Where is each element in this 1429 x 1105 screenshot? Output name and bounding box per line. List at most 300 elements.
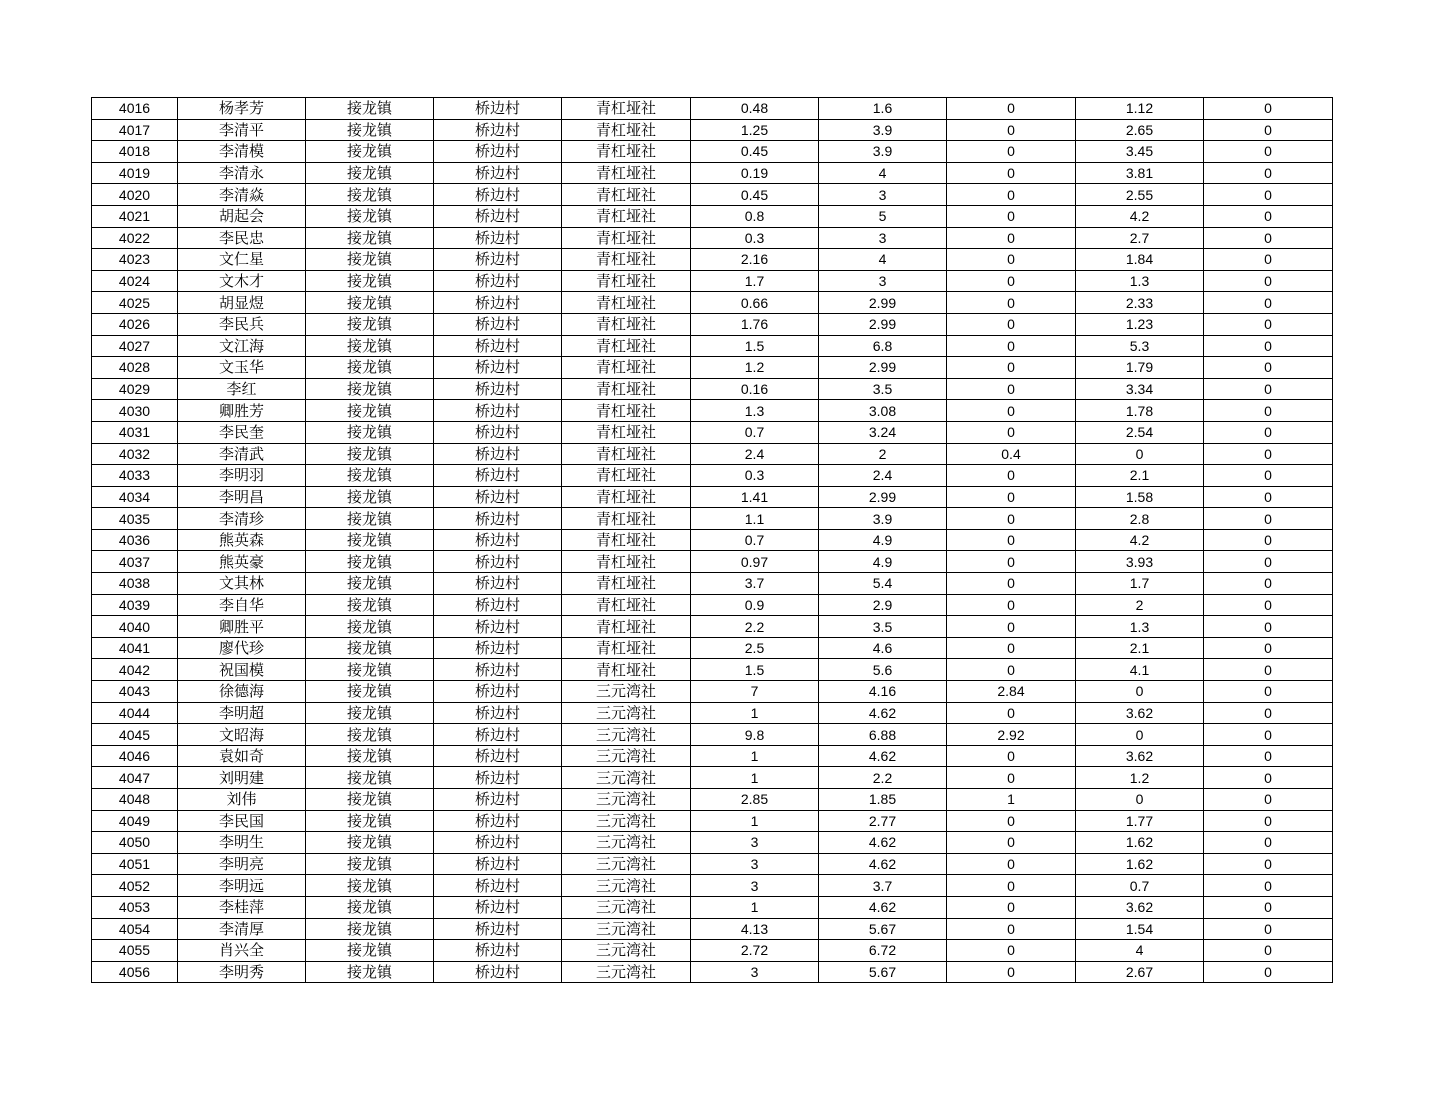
- value5-cell: 0: [1204, 875, 1333, 897]
- village-cell: 桥边村: [434, 357, 562, 379]
- name-cell: 杨孝芳: [178, 98, 306, 120]
- village-cell: 桥边村: [434, 637, 562, 659]
- id-cell: 4023: [92, 249, 178, 271]
- value1-cell: 7: [691, 681, 819, 703]
- value3-cell: 0: [947, 249, 1076, 271]
- table-row: [92, 659, 1333, 681]
- name-cell: 文其林: [178, 573, 306, 595]
- group-cell: 青杠垭社: [562, 378, 691, 400]
- value1-cell: 4.13: [691, 918, 819, 940]
- id-cell: 4045: [92, 724, 178, 746]
- table-row: [92, 357, 1333, 379]
- value2-cell: 5.67: [819, 961, 947, 983]
- value4-cell: 3.93: [1076, 551, 1204, 573]
- town-cell: 接龙镇: [306, 810, 434, 832]
- value4-cell: 2.55: [1076, 184, 1204, 206]
- table-row: [92, 637, 1333, 659]
- village-cell: 桥边村: [434, 443, 562, 465]
- table-row: [92, 681, 1333, 703]
- value3-cell: 0: [947, 205, 1076, 227]
- village-cell: 桥边村: [434, 616, 562, 638]
- name-cell: 文木才: [178, 270, 306, 292]
- group-cell: 青杠垭社: [562, 443, 691, 465]
- id-cell: 4050: [92, 832, 178, 854]
- value2-cell: 6.8: [819, 335, 947, 357]
- value5-cell: 0: [1204, 659, 1333, 681]
- value2-cell: 4.62: [819, 702, 947, 724]
- value1-cell: 0.3: [691, 227, 819, 249]
- town-cell: 接龙镇: [306, 681, 434, 703]
- id-cell: 4025: [92, 292, 178, 314]
- value1-cell: 1: [691, 702, 819, 724]
- id-cell: 4036: [92, 529, 178, 551]
- value5-cell: 0: [1204, 443, 1333, 465]
- group-cell: 青杠垭社: [562, 508, 691, 530]
- town-cell: 接龙镇: [306, 486, 434, 508]
- group-cell: 三元湾社: [562, 789, 691, 811]
- name-cell: 李民兵: [178, 313, 306, 335]
- group-cell: 青杠垭社: [562, 465, 691, 487]
- table-row: [92, 724, 1333, 746]
- town-cell: 接龙镇: [306, 616, 434, 638]
- group-cell: 青杠垭社: [562, 573, 691, 595]
- id-cell: 4035: [92, 508, 178, 530]
- value2-cell: 2.99: [819, 486, 947, 508]
- value4-cell: 4.2: [1076, 205, 1204, 227]
- value3-cell: 0: [947, 335, 1076, 357]
- value1-cell: 1.25: [691, 119, 819, 141]
- value5-cell: 0: [1204, 896, 1333, 918]
- value2-cell: 2.99: [819, 313, 947, 335]
- town-cell: 接龙镇: [306, 400, 434, 422]
- value2-cell: 3.9: [819, 119, 947, 141]
- value4-cell: 3.62: [1076, 896, 1204, 918]
- village-cell: 桥边村: [434, 529, 562, 551]
- group-cell: 三元湾社: [562, 940, 691, 962]
- value2-cell: 3: [819, 227, 947, 249]
- value5-cell: 0: [1204, 465, 1333, 487]
- town-cell: 接龙镇: [306, 637, 434, 659]
- village-cell: 桥边村: [434, 162, 562, 184]
- name-cell: 李桂萍: [178, 896, 306, 918]
- value4-cell: 1.23: [1076, 313, 1204, 335]
- name-cell: 袁如奇: [178, 745, 306, 767]
- name-cell: 文仁星: [178, 249, 306, 271]
- town-cell: 接龙镇: [306, 270, 434, 292]
- name-cell: 李明超: [178, 702, 306, 724]
- village-cell: 桥边村: [434, 724, 562, 746]
- value1-cell: 1: [691, 896, 819, 918]
- value2-cell: 5: [819, 205, 947, 227]
- value5-cell: 0: [1204, 745, 1333, 767]
- town-cell: 接龙镇: [306, 702, 434, 724]
- value3-cell: 0: [947, 832, 1076, 854]
- group-cell: 青杠垭社: [562, 184, 691, 206]
- town-cell: 接龙镇: [306, 961, 434, 983]
- name-cell: 胡起会: [178, 205, 306, 227]
- value2-cell: 6.88: [819, 724, 947, 746]
- town-cell: 接龙镇: [306, 853, 434, 875]
- village-cell: 桥边村: [434, 551, 562, 573]
- value2-cell: 3.5: [819, 616, 947, 638]
- value1-cell: 1.5: [691, 335, 819, 357]
- value3-cell: 2.92: [947, 724, 1076, 746]
- id-cell: 4041: [92, 637, 178, 659]
- value4-cell: 1.3: [1076, 616, 1204, 638]
- group-cell: 青杠垭社: [562, 119, 691, 141]
- group-cell: 青杠垭社: [562, 616, 691, 638]
- id-cell: 4028: [92, 357, 178, 379]
- value4-cell: 1.58: [1076, 486, 1204, 508]
- value2-cell: 4.9: [819, 529, 947, 551]
- value4-cell: 1.79: [1076, 357, 1204, 379]
- id-cell: 4046: [92, 745, 178, 767]
- group-cell: 青杠垭社: [562, 529, 691, 551]
- value5-cell: 0: [1204, 810, 1333, 832]
- name-cell: 李自华: [178, 594, 306, 616]
- group-cell: 三元湾社: [562, 810, 691, 832]
- value3-cell: 0: [947, 551, 1076, 573]
- group-cell: 青杠垭社: [562, 486, 691, 508]
- value5-cell: 0: [1204, 918, 1333, 940]
- value1-cell: 2.72: [691, 940, 819, 962]
- name-cell: 祝国模: [178, 659, 306, 681]
- value4-cell: 2.8: [1076, 508, 1204, 530]
- table-row: [92, 378, 1333, 400]
- table-row: [92, 875, 1333, 897]
- table-row: [92, 184, 1333, 206]
- value5-cell: 0: [1204, 853, 1333, 875]
- value1-cell: 3: [691, 961, 819, 983]
- value2-cell: 2.9: [819, 594, 947, 616]
- village-cell: 桥边村: [434, 875, 562, 897]
- group-cell: 三元湾社: [562, 767, 691, 789]
- village-cell: 桥边村: [434, 961, 562, 983]
- name-cell: 李明远: [178, 875, 306, 897]
- group-cell: 青杠垭社: [562, 659, 691, 681]
- group-cell: 三元湾社: [562, 896, 691, 918]
- value5-cell: 0: [1204, 594, 1333, 616]
- value3-cell: 0: [947, 896, 1076, 918]
- id-cell: 4020: [92, 184, 178, 206]
- table-row: [92, 98, 1333, 120]
- value4-cell: 0: [1076, 681, 1204, 703]
- village-cell: 桥边村: [434, 918, 562, 940]
- value1-cell: 1.76: [691, 313, 819, 335]
- town-cell: 接龙镇: [306, 940, 434, 962]
- table-row: [92, 918, 1333, 940]
- table-row: [92, 529, 1333, 551]
- table-row: [92, 767, 1333, 789]
- value1-cell: 9.8: [691, 724, 819, 746]
- value4-cell: 2.65: [1076, 119, 1204, 141]
- value5-cell: 0: [1204, 724, 1333, 746]
- village-cell: 桥边村: [434, 594, 562, 616]
- group-cell: 青杠垭社: [562, 594, 691, 616]
- value2-cell: 2.99: [819, 292, 947, 314]
- value2-cell: 4.62: [819, 896, 947, 918]
- id-cell: 4032: [92, 443, 178, 465]
- town-cell: 接龙镇: [306, 335, 434, 357]
- value4-cell: 1.77: [1076, 810, 1204, 832]
- table-row: [92, 141, 1333, 163]
- value3-cell: 0: [947, 486, 1076, 508]
- town-cell: 接龙镇: [306, 832, 434, 854]
- value3-cell: 0: [947, 767, 1076, 789]
- village-cell: 桥边村: [434, 508, 562, 530]
- value2-cell: 3.9: [819, 508, 947, 530]
- value3-cell: 0: [947, 702, 1076, 724]
- village-cell: 桥边村: [434, 141, 562, 163]
- value1-cell: 0.7: [691, 421, 819, 443]
- name-cell: 刘明建: [178, 767, 306, 789]
- value1-cell: 1.41: [691, 486, 819, 508]
- value1-cell: 2.4: [691, 443, 819, 465]
- value3-cell: 0: [947, 378, 1076, 400]
- id-cell: 4044: [92, 702, 178, 724]
- value3-cell: 0: [947, 421, 1076, 443]
- value4-cell: 1.84: [1076, 249, 1204, 271]
- value1-cell: 1.5: [691, 659, 819, 681]
- value5-cell: 0: [1204, 421, 1333, 443]
- town-cell: 接龙镇: [306, 918, 434, 940]
- village-cell: 桥边村: [434, 832, 562, 854]
- table-row: [92, 205, 1333, 227]
- village-cell: 桥边村: [434, 896, 562, 918]
- village-cell: 桥边村: [434, 184, 562, 206]
- table-row: [92, 443, 1333, 465]
- table-row: [92, 465, 1333, 487]
- value3-cell: 0: [947, 141, 1076, 163]
- town-cell: 接龙镇: [306, 659, 434, 681]
- table-row: [92, 313, 1333, 335]
- value5-cell: 0: [1204, 681, 1333, 703]
- table-row: [92, 789, 1333, 811]
- value4-cell: 2.1: [1076, 637, 1204, 659]
- town-cell: 接龙镇: [306, 789, 434, 811]
- value2-cell: 2.2: [819, 767, 947, 789]
- value1-cell: 0.9: [691, 594, 819, 616]
- value1-cell: 3: [691, 832, 819, 854]
- value2-cell: 3: [819, 184, 947, 206]
- group-cell: 三元湾社: [562, 918, 691, 940]
- value1-cell: 2.2: [691, 616, 819, 638]
- id-cell: 4038: [92, 573, 178, 595]
- id-cell: 4022: [92, 227, 178, 249]
- group-cell: 三元湾社: [562, 875, 691, 897]
- value1-cell: 1.7: [691, 270, 819, 292]
- value4-cell: 3.45: [1076, 141, 1204, 163]
- id-cell: 4027: [92, 335, 178, 357]
- village-cell: 桥边村: [434, 573, 562, 595]
- value4-cell: 2: [1076, 594, 1204, 616]
- name-cell: 李清模: [178, 141, 306, 163]
- value3-cell: 0: [947, 270, 1076, 292]
- village-cell: 桥边村: [434, 810, 562, 832]
- town-cell: 接龙镇: [306, 443, 434, 465]
- town-cell: 接龙镇: [306, 465, 434, 487]
- name-cell: 胡显煜: [178, 292, 306, 314]
- value3-cell: 0: [947, 573, 1076, 595]
- value2-cell: 3.5: [819, 378, 947, 400]
- value5-cell: 0: [1204, 961, 1333, 983]
- name-cell: 李清武: [178, 443, 306, 465]
- town-cell: 接龙镇: [306, 421, 434, 443]
- value1-cell: 1.3: [691, 400, 819, 422]
- value3-cell: 0: [947, 98, 1076, 120]
- id-cell: 4034: [92, 486, 178, 508]
- group-cell: 三元湾社: [562, 745, 691, 767]
- value4-cell: 3.34: [1076, 378, 1204, 400]
- value5-cell: 0: [1204, 249, 1333, 271]
- value3-cell: 0: [947, 940, 1076, 962]
- value4-cell: 2.54: [1076, 421, 1204, 443]
- town-cell: 接龙镇: [306, 292, 434, 314]
- value3-cell: 0: [947, 810, 1076, 832]
- value4-cell: 5.3: [1076, 335, 1204, 357]
- name-cell: 李清平: [178, 119, 306, 141]
- value2-cell: 2.77: [819, 810, 947, 832]
- group-cell: 青杠垭社: [562, 205, 691, 227]
- value2-cell: 4.6: [819, 637, 947, 659]
- town-cell: 接龙镇: [306, 205, 434, 227]
- name-cell: 刘伟: [178, 789, 306, 811]
- value5-cell: 0: [1204, 119, 1333, 141]
- value2-cell: 3.9: [819, 141, 947, 163]
- value5-cell: 0: [1204, 551, 1333, 573]
- value4-cell: 1.12: [1076, 98, 1204, 120]
- value5-cell: 0: [1204, 184, 1333, 206]
- table-row: [92, 270, 1333, 292]
- town-cell: 接龙镇: [306, 508, 434, 530]
- value3-cell: 0: [947, 961, 1076, 983]
- name-cell: 熊英豪: [178, 551, 306, 573]
- value2-cell: 4.62: [819, 832, 947, 854]
- table-row: [92, 896, 1333, 918]
- value1-cell: 0.7: [691, 529, 819, 551]
- value2-cell: 4.62: [819, 853, 947, 875]
- value5-cell: 0: [1204, 573, 1333, 595]
- value2-cell: 4.16: [819, 681, 947, 703]
- name-cell: 李民国: [178, 810, 306, 832]
- value5-cell: 0: [1204, 400, 1333, 422]
- village-cell: 桥边村: [434, 227, 562, 249]
- table-row: [92, 508, 1333, 530]
- value4-cell: 2.1: [1076, 465, 1204, 487]
- village-cell: 桥边村: [434, 313, 562, 335]
- value5-cell: 0: [1204, 335, 1333, 357]
- group-cell: 青杠垭社: [562, 400, 691, 422]
- value2-cell: 1.6: [819, 98, 947, 120]
- value4-cell: 1.62: [1076, 853, 1204, 875]
- value3-cell: 0: [947, 227, 1076, 249]
- value3-cell: 0: [947, 616, 1076, 638]
- id-cell: 4040: [92, 616, 178, 638]
- village-cell: 桥边村: [434, 205, 562, 227]
- group-cell: 青杠垭社: [562, 292, 691, 314]
- value5-cell: 0: [1204, 702, 1333, 724]
- id-cell: 4037: [92, 551, 178, 573]
- id-cell: 4026: [92, 313, 178, 335]
- value3-cell: 0.4: [947, 443, 1076, 465]
- value5-cell: 0: [1204, 98, 1333, 120]
- value3-cell: 0: [947, 292, 1076, 314]
- value3-cell: 0: [947, 184, 1076, 206]
- value4-cell: 2.33: [1076, 292, 1204, 314]
- value2-cell: 5.4: [819, 573, 947, 595]
- value3-cell: 0: [947, 119, 1076, 141]
- value1-cell: 0.97: [691, 551, 819, 573]
- value5-cell: 0: [1204, 637, 1333, 659]
- value2-cell: 3.08: [819, 400, 947, 422]
- table-row: [92, 335, 1333, 357]
- table-row: [92, 162, 1333, 184]
- town-cell: 接龙镇: [306, 724, 434, 746]
- name-cell: 文玉华: [178, 357, 306, 379]
- value1-cell: 1.2: [691, 357, 819, 379]
- value1-cell: 0.45: [691, 184, 819, 206]
- village-cell: 桥边村: [434, 98, 562, 120]
- value3-cell: 0: [947, 745, 1076, 767]
- value5-cell: 0: [1204, 141, 1333, 163]
- village-cell: 桥边村: [434, 249, 562, 271]
- village-cell: 桥边村: [434, 335, 562, 357]
- name-cell: 李清焱: [178, 184, 306, 206]
- id-cell: 4053: [92, 896, 178, 918]
- value1-cell: 3: [691, 853, 819, 875]
- group-cell: 青杠垭社: [562, 141, 691, 163]
- value5-cell: 0: [1204, 940, 1333, 962]
- value5-cell: 0: [1204, 205, 1333, 227]
- table-row: [92, 119, 1333, 141]
- name-cell: 熊英森: [178, 529, 306, 551]
- id-cell: 4016: [92, 98, 178, 120]
- group-cell: 青杠垭社: [562, 357, 691, 379]
- value4-cell: 2.7: [1076, 227, 1204, 249]
- value5-cell: 0: [1204, 832, 1333, 854]
- name-cell: 卿胜平: [178, 616, 306, 638]
- value5-cell: 0: [1204, 292, 1333, 314]
- value4-cell: 0.7: [1076, 875, 1204, 897]
- name-cell: 李红: [178, 378, 306, 400]
- group-cell: 青杠垭社: [562, 335, 691, 357]
- id-cell: 4048: [92, 789, 178, 811]
- id-cell: 4039: [92, 594, 178, 616]
- group-cell: 三元湾社: [562, 724, 691, 746]
- id-cell: 4019: [92, 162, 178, 184]
- value5-cell: 0: [1204, 529, 1333, 551]
- name-cell: 李明亮: [178, 853, 306, 875]
- village-cell: 桥边村: [434, 400, 562, 422]
- town-cell: 接龙镇: [306, 184, 434, 206]
- town-cell: 接龙镇: [306, 378, 434, 400]
- value3-cell: 0: [947, 659, 1076, 681]
- value4-cell: 0: [1076, 724, 1204, 746]
- value4-cell: 0: [1076, 789, 1204, 811]
- town-cell: 接龙镇: [306, 529, 434, 551]
- group-cell: 青杠垭社: [562, 270, 691, 292]
- id-cell: 4056: [92, 961, 178, 983]
- village-cell: 桥边村: [434, 659, 562, 681]
- name-cell: 文江海: [178, 335, 306, 357]
- value4-cell: 1.62: [1076, 832, 1204, 854]
- value1-cell: 0.45: [691, 141, 819, 163]
- value3-cell: 0: [947, 594, 1076, 616]
- value1-cell: 0.19: [691, 162, 819, 184]
- id-cell: 4055: [92, 940, 178, 962]
- village-cell: 桥边村: [434, 853, 562, 875]
- value4-cell: 2.67: [1076, 961, 1204, 983]
